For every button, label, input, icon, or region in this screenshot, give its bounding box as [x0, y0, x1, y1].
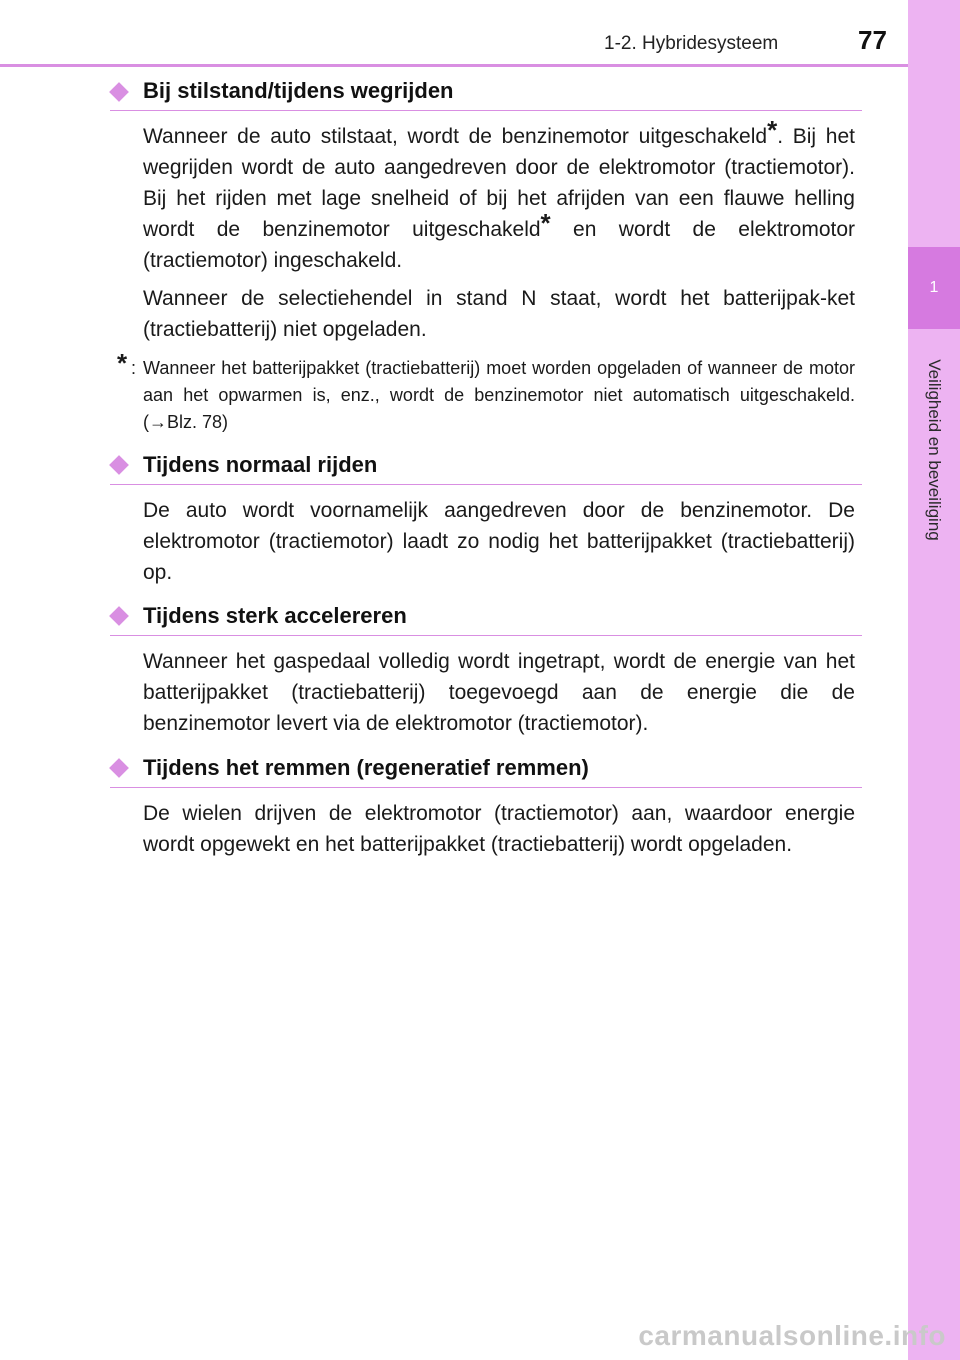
- paragraph-text: en wordt de elektromotor (tractiemotor) ingeschakeld.: [143, 218, 856, 272]
- page-number: 77: [858, 25, 887, 55]
- section-divider: [110, 635, 862, 636]
- section-divider: [110, 110, 862, 111]
- asterisk-mark: *: [767, 115, 778, 145]
- diamond-bullet-icon: [109, 758, 129, 778]
- footnote-text: Wanneer het batterijpakket (tractiebatterij) moet worden opgeladen of wanneer de motor aan het opwarmen is, enz., wordt de benzinemotor niet automatisch uitgeschakeld. (: [143, 358, 855, 432]
- watermark: carmanualsonline.info: [638, 1320, 946, 1351]
- footnote-asterisk: *: [117, 348, 128, 378]
- diamond-bullet-icon: [109, 82, 129, 102]
- paragraph: De auto wordt voornamelijk aangedreven door de benzinemotor. De elektromotor (tractiemotor) laadt zo nodig het batterijpakket (tractiebatterij) op.: [143, 499, 855, 584]
- section-divider: [110, 484, 862, 485]
- chapter-number: 1: [929, 279, 939, 296]
- paragraph-text: Wanneer de auto stilstaat, wordt de benzinemotor uitgeschakeld: [143, 125, 768, 148]
- paragraph: Wanneer de selectiehendel in stand N staat, wordt het batterijpak-ket (tractiebatterij) niet opgeladen.: [143, 287, 855, 341]
- header-section-title: 1-2. Hybridesysteem: [604, 33, 779, 54]
- footnote: [143, 355, 855, 436]
- diamond-bullet-icon: [109, 455, 129, 475]
- section-title: Bij stilstand/tijdens wegrijden: [143, 78, 454, 103]
- section-title: Tijdens normaal rijden: [143, 452, 378, 477]
- paragraph: De wielen drijven de elektromotor (tractiemotor) aan, waardoor energie wordt opgewekt en het batterijpakket (tractiebatterij) wordt opgeladen.: [143, 802, 855, 856]
- diamond-bullet-icon: [109, 606, 129, 626]
- header-divider: [0, 64, 908, 67]
- footnote-colon: :: [131, 358, 137, 378]
- chapter-tab: [908, 247, 960, 329]
- asterisk-mark: *: [540, 208, 551, 238]
- page-reference-link[interactable]: Blz. 78): [167, 412, 229, 432]
- paragraph: [143, 115, 856, 276]
- chapter-title: Veiligheid en beveiliging: [925, 359, 944, 541]
- arrow-icon: →: [149, 412, 167, 432]
- section-title: Tijdens sterk accelereren: [143, 603, 407, 628]
- sidebar: [908, 0, 960, 1360]
- paragraph-text: . Bij het wegrijden wordt de auto aangedreven door de elektromotor (tractiemotor). Bij het rijden met lage snelheid of bij het afrijden van een flauwe helling wordt de benzinemotor uitgeschakeld: [143, 125, 855, 241]
- section-divider: [110, 787, 862, 788]
- paragraph: Wanneer het gaspedaal volledig wordt ingetrapt, wordt de energie van het batterijpakket (tractiebatterij) toegevoegd aan de energie die de benzinemotor levert via de elektromotor (tractiemotor).: [143, 650, 855, 735]
- section-title: Tijdens het remmen (regeneratief remmen): [143, 755, 589, 780]
